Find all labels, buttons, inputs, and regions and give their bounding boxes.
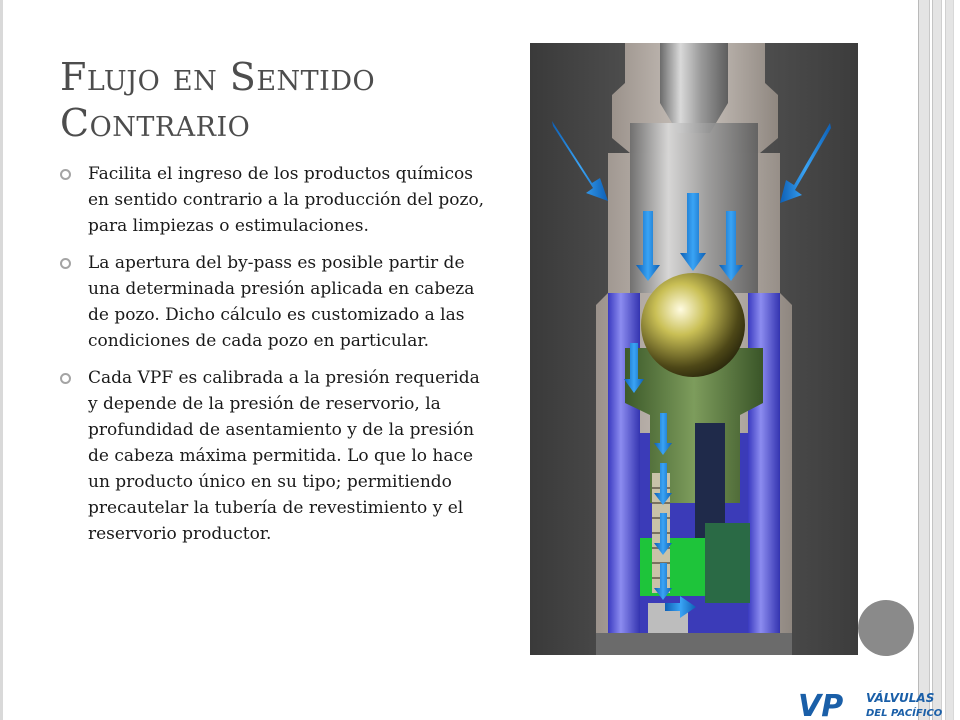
left-border (0, 0, 3, 720)
logo-line-1: VÁLVULAS (866, 691, 935, 705)
decorative-rail (945, 0, 954, 720)
slide-title (60, 54, 480, 146)
bullet-text: Cada VPF es calibrada a la presión requerida y depende de la presión de reservorio, la profundidad de asentamiento y de la presión de cabeza máxima permitida. Lo que lo hace un producto único en su tipo; permitiendo precautelar la tubería de revestimiento y el reservorio productor. (88, 368, 480, 544)
bullet-marker-icon (60, 169, 71, 180)
bullet-text: La apertura del by-pass es posible partir de una determinada presión aplicada en cabeza de pozo. Dicho cálculo es customizado a las condiciones de cada pozo en particular. (88, 253, 475, 351)
bullet-item (60, 161, 490, 239)
top-bore (660, 43, 728, 133)
check-ball (641, 273, 745, 377)
company-logo (796, 688, 960, 720)
decorative-rail (932, 0, 942, 720)
bullet-text: Facilita el ingreso de los productos químicos en sentido contrario a la producción del pozo, para limpiezas o estimulaciones. (88, 164, 485, 236)
valve-cutaway-figure (530, 43, 858, 655)
logo-mark: VP (798, 689, 844, 720)
blue-sleeve-right (748, 293, 780, 633)
decorative-circle (858, 600, 914, 656)
logo-line-2: DEL PACÍFICO (866, 708, 943, 719)
bullet-marker-icon (60, 258, 71, 269)
bullet-item (60, 365, 490, 547)
dark-green-insert (705, 523, 750, 603)
bullet-item (60, 250, 490, 354)
bottom-base (596, 633, 792, 655)
decorative-rail (918, 0, 930, 720)
bullet-marker-icon (60, 373, 71, 384)
title-line-1: Flujo en Sentido (60, 55, 376, 99)
bullet-list (60, 161, 490, 558)
title-line-2: Contrario (60, 101, 251, 145)
